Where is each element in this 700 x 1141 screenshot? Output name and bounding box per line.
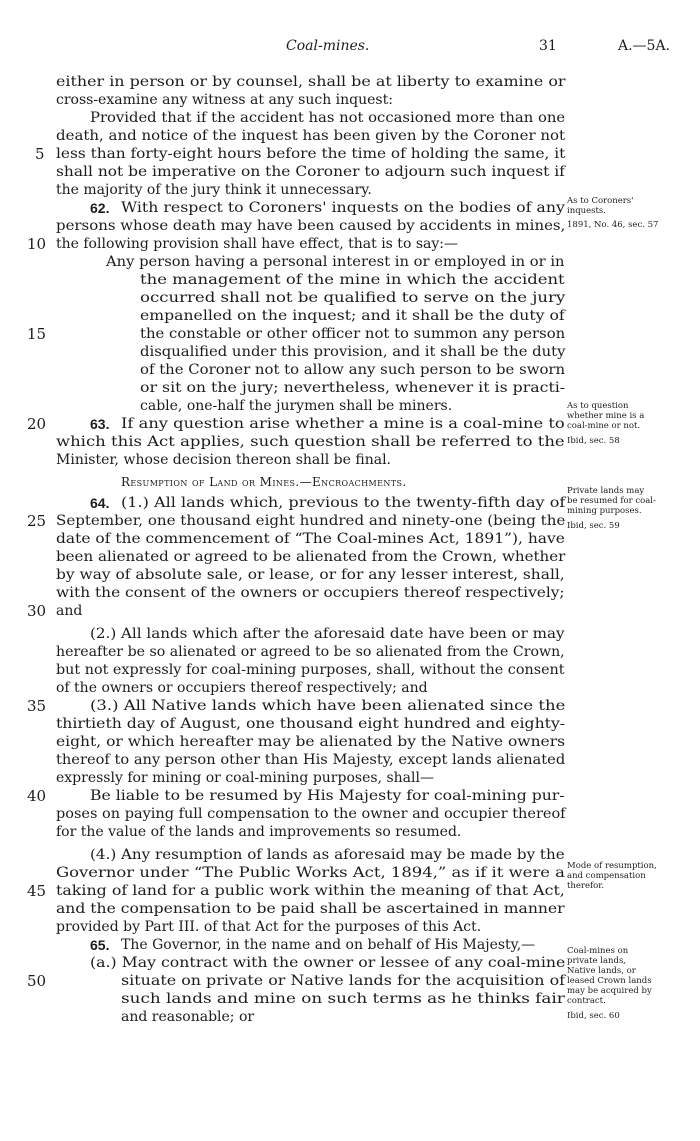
- text-line: thereof to any person other than His Majesty, except lands alienated: [56, 752, 566, 768]
- text-line: and the compensation to be paid shall be ascertained in manner: [56, 901, 565, 917]
- text-line: by way of absolute sale, or lease, or for any lesser interest, shall,: [56, 567, 565, 583]
- text-line: the management of the mine in which the accident: [140, 272, 565, 288]
- text-line: hereafter be so alienated or agreed to be so alienated from the Crown,: [56, 644, 565, 660]
- text-line: or sit on the jury; nevertheless, whenever it is practi-: [140, 380, 566, 396]
- text-line: and reasonable; or: [121, 1009, 255, 1025]
- text-line: poses on paying full compensation to the owner and occupier thereof: [56, 806, 566, 822]
- marginal-note-line: contract.: [567, 996, 606, 1006]
- marginal-note-line: leased Crown lands: [567, 976, 652, 986]
- section-number: 64.: [90, 495, 110, 511]
- marginal-note-line: therefor.: [567, 881, 605, 891]
- text-line: If any question arise whether a mine is a coal-mine to: [121, 416, 565, 432]
- text-line: less than forty-eight hours before the time of holding the same, it: [56, 146, 566, 162]
- marginal-note-line: and compensation: [567, 871, 646, 881]
- text-line: persons whose death may have been caused by accidents in mines,: [56, 218, 566, 234]
- marginal-note-citation: Ibid, sec. 59: [567, 521, 620, 531]
- text-line: Any person having a personal interest in or employed in or in: [106, 254, 565, 270]
- text-line: cable, one-half the jurymen shall be miners.: [140, 398, 453, 414]
- text-line: and: [56, 603, 83, 619]
- text-line: of the Coroner not to allow any such person to be sworn: [140, 362, 566, 378]
- text-line: thirtieth day of August, one thousand eight hundred and eighty-: [56, 716, 566, 732]
- section-heading: Resumption of Land or Mines.—Encroachments.: [121, 475, 407, 489]
- text-line: either in person or by counsel, shall be at liberty to examine or: [56, 74, 566, 90]
- text-line: of the owners or occupiers thereof respectively; and: [56, 680, 428, 696]
- text-line: the following provision shall have effect, that is to say:—: [56, 236, 458, 252]
- text-line: expressly for mining or coal-mining purposes, shall—: [56, 770, 434, 786]
- text-line: but not expressly for coal-mining purposes, shall, without the consent: [56, 662, 565, 678]
- section-number: 63.: [90, 416, 110, 432]
- text-line: The Governor, in the name and on behalf of His Majesty,—: [121, 937, 536, 953]
- text-line: disqualified under this provision, and it shall be the duty: [140, 344, 566, 360]
- marginal-note-line: inquests.: [567, 206, 606, 216]
- line-number: 25: [27, 512, 47, 530]
- text-line: been alienated or agreed to be alienated from the Crown, whether: [56, 549, 566, 565]
- text-line: situate on private or Native lands for the acquisition of: [121, 973, 566, 989]
- text-line: Governor under “The Public Works Act, 1894,” as if it were a: [56, 865, 565, 881]
- line-number: 35: [27, 697, 47, 715]
- line-number: 40: [27, 787, 47, 805]
- parliamentary-paper-reference: A.—5A.: [618, 38, 671, 54]
- text-line: (1.) All lands which, previous to the twenty-fifth day of: [121, 495, 566, 511]
- text-line: provided by Part III. of that Act for the purposes of this Act.: [56, 919, 482, 935]
- text-line: date of the commencement of “The Coal-mines Act, 1891”), have: [56, 531, 565, 547]
- line-number: 45: [27, 882, 47, 900]
- text-line: Minister, whose decision thereon shall be final.: [56, 452, 392, 468]
- text-line: which this Act applies, such question shall be referred to the: [56, 434, 565, 450]
- line-number: 15: [27, 325, 47, 343]
- text-line: empanelled on the inquest; and it shall be the duty of: [140, 308, 565, 324]
- marginal-note-line: Mode of resumption,: [567, 861, 657, 871]
- running-header-title: Coal-mines.: [286, 38, 370, 54]
- text-line: (2.) All lands which after the aforesaid date have been or may: [90, 626, 565, 642]
- text-line: for the value of the lands and improvements so resumed.: [56, 824, 462, 840]
- marginal-note-line: mining purposes.: [567, 506, 642, 516]
- text-line: such lands and mine on such terms as he thinks fair: [121, 991, 565, 1007]
- marginal-note-citation: Ibid, sec. 58: [567, 436, 620, 446]
- text-line: the majority of the jury think it unnecessary.: [56, 182, 372, 198]
- text-line: eight, or which hereafter may be alienated by the Native owners: [56, 734, 566, 750]
- marginal-note-line: coal-mine or not.: [567, 421, 641, 431]
- text-line: with the consent of the owners or occupiers thereof respectively;: [56, 585, 565, 601]
- text-line: With respect to Coroners' inquests on the bodies of any: [121, 200, 565, 216]
- text-line: (4.) Any resumption of lands as aforesaid may be made by the: [90, 847, 565, 863]
- section-number: 65.: [90, 937, 110, 953]
- line-number: 20: [27, 415, 47, 433]
- text-line: shall not be imperative on the Coroner to adjourn such inquest if: [56, 164, 565, 180]
- marginal-note-line: As to question: [567, 401, 629, 411]
- text-line: (3.) All Native lands which have been alienated since the: [90, 698, 566, 714]
- line-number: 50: [27, 972, 47, 990]
- marginal-note-line: whether mine is a: [567, 411, 645, 421]
- text-line: Be liable to be resumed by His Majesty for coal-mining pur-: [90, 788, 565, 804]
- page-number: 31: [539, 38, 557, 54]
- marginal-note-line: may be acquired by: [567, 986, 652, 996]
- text-line: the constable or other officer not to summon any person: [140, 326, 566, 342]
- marginal-note-line: Coal-mines on: [567, 946, 629, 956]
- marginal-note-line: private lands,: [567, 956, 627, 966]
- marginal-note-line: Private lands may: [567, 486, 645, 496]
- marginal-note-line: be resumed for coal-: [567, 496, 656, 506]
- text-line: death, and notice of the inquest has been given by the Coroner not: [56, 128, 566, 144]
- section-number: 62.: [90, 200, 110, 216]
- text-line: occurred shall not be qualified to serve on the jury: [140, 290, 566, 306]
- marginal-note-line: As to Coroners': [567, 196, 634, 206]
- line-number: 5: [35, 145, 45, 163]
- line-number: 30: [27, 602, 47, 620]
- marginal-note-line: Native lands, or: [567, 966, 636, 976]
- text-line: taking of land for a public work within the meaning of that Act,: [56, 883, 565, 899]
- marginal-note-citation: 1891, No. 46, sec. 57: [567, 220, 659, 230]
- text-line: Provided that if the accident has not occasioned more than one: [90, 110, 566, 126]
- marginal-note-citation: Ibid, sec. 60: [567, 1011, 620, 1021]
- text-line: September, one thousand eight hundred and ninety-one (being the: [56, 513, 566, 529]
- line-number: 10: [27, 235, 47, 253]
- text-line: (a.) May contract with the owner or lessee of any coal-mine: [90, 955, 566, 971]
- text-line: cross-examine any witness at any such inquest:: [56, 92, 393, 108]
